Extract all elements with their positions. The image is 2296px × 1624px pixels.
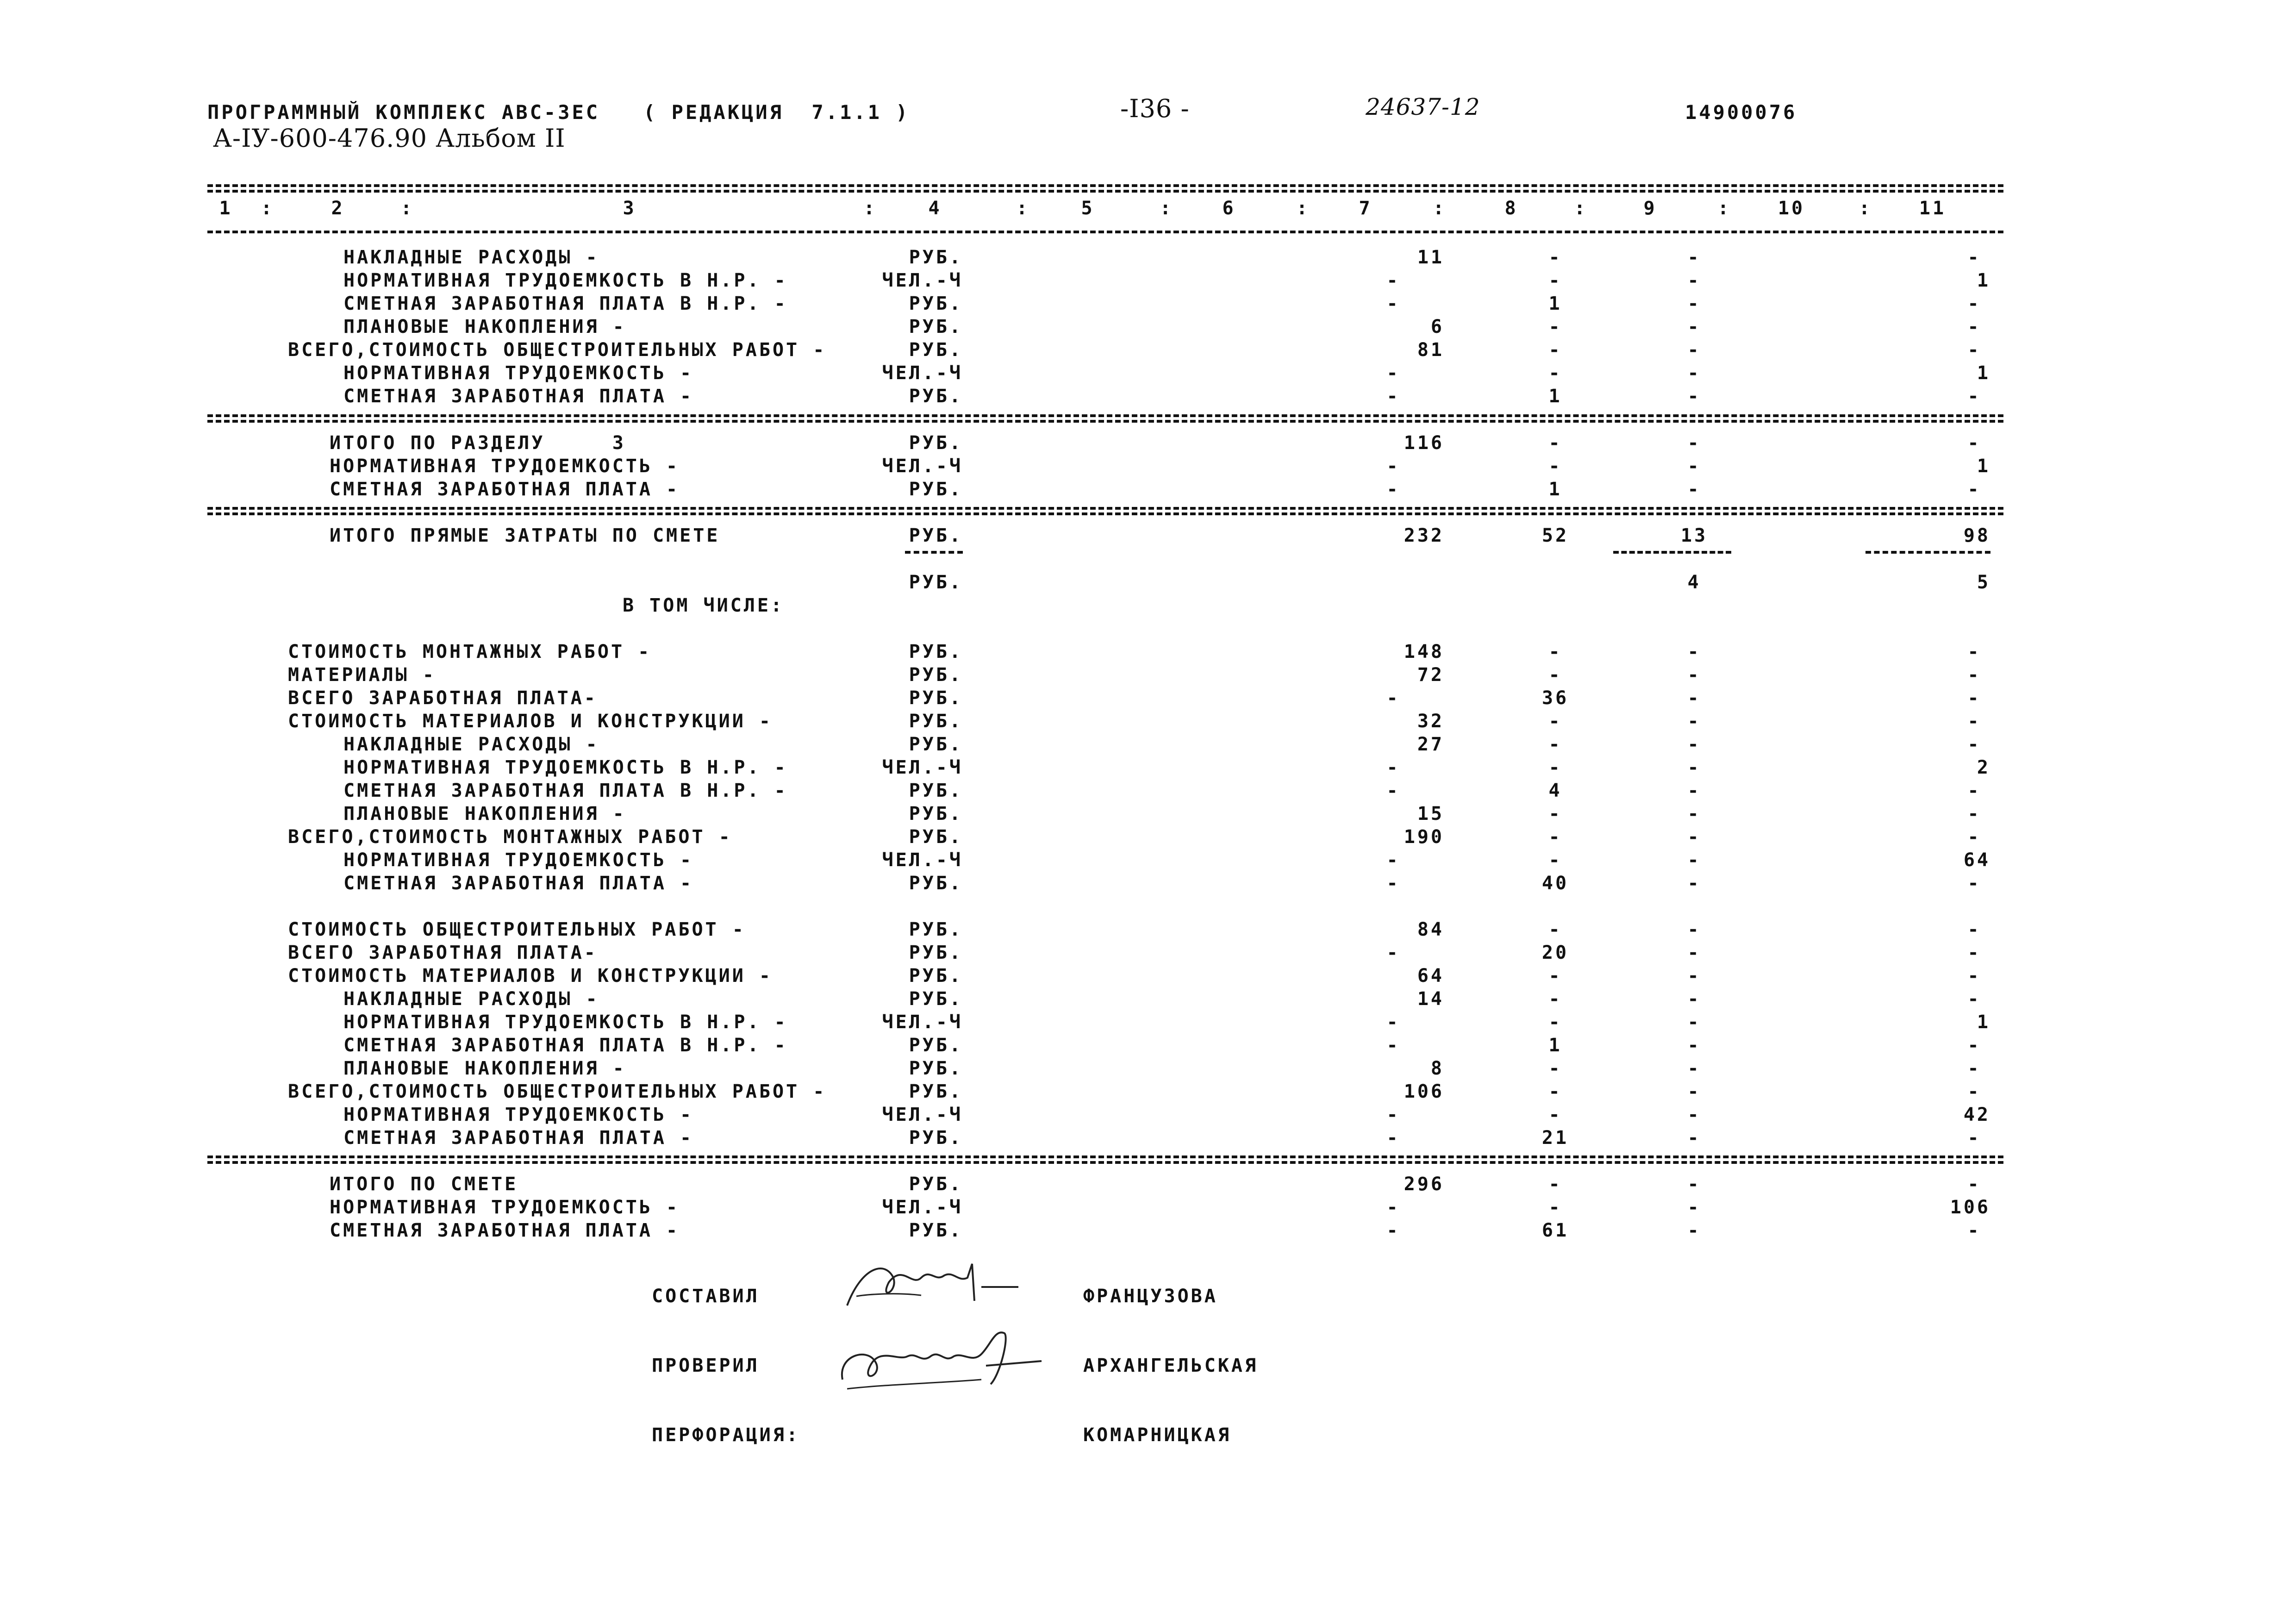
column-number: 6: [1222, 198, 1236, 219]
cell-col8: -: [1548, 339, 1562, 361]
column-number: 10: [1778, 198, 1805, 219]
rule-section-3b: [207, 1161, 2003, 1166]
row-unit: РУБ.: [909, 873, 963, 894]
cell-col11: -: [1967, 965, 1981, 987]
row-label: НОРМАТИВНАЯ ТРУДОЕМКОСТЬ -: [343, 362, 694, 384]
cell-col7: 27: [1417, 734, 1444, 755]
row-label: СМЕТНАЯ ЗАРАБОТНАЯ ПЛАТА В Н.Р. -: [343, 1035, 788, 1056]
cell-col9: -: [1687, 1220, 1701, 1241]
cell-col8: 1: [1548, 1035, 1562, 1056]
row-unit: ЧЕЛ.-Ч: [882, 1012, 963, 1033]
row-unit: ЧЕЛ.-Ч: [882, 1197, 963, 1218]
row-label: СМЕТНАЯ ЗАРАБОТНАЯ ПЛАТА -: [343, 873, 694, 894]
row-unit: РУБ.: [909, 664, 963, 686]
signature-name: АРХАНГЕЛЬСКАЯ: [1083, 1355, 1259, 1376]
row-label: ПЛАНОВЫЕ НАКОПЛЕНИЯ -: [343, 316, 626, 337]
cell-col9: -: [1687, 432, 1701, 454]
row-unit: РУБ.: [909, 1081, 963, 1102]
column-separator: :: [1717, 198, 1731, 219]
cell-col7: -: [1386, 873, 1400, 894]
cell-col8: -: [1548, 734, 1562, 755]
cell-col7: 11: [1417, 247, 1444, 268]
cell-col8: 1: [1548, 293, 1562, 314]
cell-col11: -: [1967, 1127, 1981, 1149]
row-label: НОРМАТИВНАЯ ТРУДОЕМКОСТЬ В Н.Р. -: [343, 757, 788, 778]
cell-col7: 8: [1430, 1058, 1444, 1079]
row-unit: РУБ.: [909, 1174, 963, 1195]
cell-col7: 296: [1404, 1174, 1444, 1195]
underline-col9: [1613, 551, 1731, 554]
cell-col11: -: [1967, 919, 1981, 940]
row-unit: РУБ.: [909, 641, 963, 662]
cell-col7: -: [1386, 1012, 1400, 1033]
row-unit: ЧЕЛ.-Ч: [882, 1104, 963, 1125]
cell-col11: -: [1967, 386, 1981, 407]
cell-col8: -: [1548, 270, 1562, 291]
document-number: 14900076: [1685, 101, 1797, 124]
cell-col9: -: [1687, 873, 1701, 894]
program-name: ПРОГРАММНЫЙ КОМПЛЕКС АВС-3ЕС: [207, 101, 600, 124]
cell-col11: -: [1967, 247, 1981, 268]
cell-col9: -: [1687, 780, 1701, 801]
row-label: МАТЕРИАЛЫ -: [288, 664, 436, 686]
cell-col9: -: [1687, 849, 1701, 871]
row-unit: РУБ.: [909, 386, 963, 407]
column-number: 4: [928, 198, 942, 219]
cell-col9: -: [1687, 757, 1701, 778]
signature-name: ФРАНЦУЗОВА: [1083, 1286, 1218, 1307]
rule-section-2: [207, 507, 2003, 512]
row-label: ИТОГО ПО СМЕТЕ: [330, 1174, 518, 1195]
rule-top: [207, 184, 2003, 189]
row-label: СТОИМОСТЬ МОНТАЖНЫХ РАБОТ -: [288, 641, 652, 662]
column-number: 8: [1504, 198, 1518, 219]
cell-col11: -: [1967, 316, 1981, 337]
signature-role: СОСТАВИЛ: [652, 1286, 760, 1307]
cell-col7: -: [1386, 270, 1400, 291]
row-label: ВСЕГО,СТОИМОСТЬ ОБЩЕСТРОИТЕЛЬНЫХ РАБОТ -: [288, 1081, 827, 1102]
cell-col8: -: [1548, 247, 1562, 268]
column-number: 9: [1643, 198, 1657, 219]
row-unit: ЧЕЛ.-Ч: [882, 849, 963, 871]
row-unit: ЧЕЛ.-Ч: [882, 757, 963, 778]
row-unit: РУБ.: [909, 1127, 963, 1149]
column-separator: :: [400, 198, 414, 219]
row-unit: РУБ.: [909, 734, 963, 755]
row-unit: РУБ.: [909, 780, 963, 801]
cell-col7: 148: [1404, 641, 1444, 662]
cell-col8: -: [1548, 432, 1562, 454]
row-label: НАКЛАДНЫЕ РАСХОДЫ -: [343, 247, 599, 268]
cell-col9: -: [1687, 270, 1701, 291]
column-separator: :: [863, 198, 877, 219]
row-label: ПЛАНОВЫЕ НАКОПЛЕНИЯ -: [343, 1058, 626, 1079]
cell-col8: -: [1548, 1174, 1562, 1195]
row-unit: ЧЕЛ.-Ч: [882, 270, 963, 291]
cell-col8: -: [1548, 757, 1562, 778]
column-number: 3: [623, 198, 636, 219]
cell-col7: 64: [1417, 965, 1444, 987]
cell-col11: 1: [1977, 1012, 1990, 1033]
cell-col11: -: [1967, 780, 1981, 801]
cell-col9: -: [1687, 316, 1701, 337]
cell-col9: 4: [1687, 572, 1701, 593]
cell-col7: 190: [1404, 826, 1444, 848]
cell-col8: -: [1548, 1197, 1562, 1218]
row-label: НОРМАТИВНАЯ ТРУДОЕМКОСТЬ -: [343, 1104, 694, 1125]
cell-col8: 40: [1541, 873, 1569, 894]
cell-col7: 6: [1430, 316, 1444, 337]
rule-section-1b: [207, 420, 2003, 425]
rule-section-1: [207, 414, 2003, 419]
cell-col7: 116: [1404, 432, 1444, 454]
row-label: ПЛАНОВЫЕ НАКОПЛЕНИЯ -: [343, 803, 626, 824]
cell-col9: -: [1687, 1081, 1701, 1102]
cell-col8: 1: [1548, 386, 1562, 407]
column-separator: :: [1296, 198, 1310, 219]
column-number: 11: [1919, 198, 1947, 219]
column-number: 5: [1081, 198, 1095, 219]
row-label: НОРМАТИВНАЯ ТРУДОЕМКОСТЬ В Н.Р. -: [343, 1012, 788, 1033]
cell-col8: -: [1548, 456, 1562, 477]
row-unit: РУБ.: [909, 525, 963, 546]
row-unit: РУБ.: [909, 1035, 963, 1056]
cell-col9: -: [1687, 362, 1701, 384]
underline-unit: [905, 551, 963, 554]
row-unit: РУБ.: [909, 293, 963, 314]
cell-col11: -: [1967, 479, 1981, 500]
row-label: СМЕТНАЯ ЗАРАБОТНАЯ ПЛАТА -: [343, 1127, 694, 1149]
album-title: А-IУ-600-476.90 Альбом II: [213, 124, 566, 153]
cell-col11: -: [1967, 1081, 1981, 1102]
cell-col11: -: [1967, 942, 1981, 963]
column-number: 2: [331, 198, 345, 219]
cell-col8: -: [1548, 664, 1562, 686]
cell-col8: 21: [1541, 1127, 1569, 1149]
column-separator: :: [1160, 198, 1173, 219]
signature-role: ПЕРФОРАЦИЯ:: [652, 1424, 800, 1446]
cell-col11: -: [1967, 734, 1981, 755]
cell-col11: 1: [1977, 270, 1990, 291]
row-label: ВСЕГО,СТОИМОСТЬ ОБЩЕСТРОИТЕЛЬНЫХ РАБОТ -: [288, 339, 827, 361]
cell-col7: -: [1386, 1197, 1400, 1218]
cell-col8: -: [1548, 1058, 1562, 1079]
cell-col9: -: [1687, 641, 1701, 662]
cell-col9: -: [1687, 1197, 1701, 1218]
cell-col11: 42: [1963, 1104, 1990, 1125]
row-label: СМЕТНАЯ ЗАРАБОТНАЯ ПЛАТА -: [330, 479, 680, 500]
cell-col11: 98: [1963, 525, 1990, 546]
cell-col8: 61: [1541, 1220, 1569, 1241]
row-label: ВСЕГО,СТОИМОСТЬ МОНТАЖНЫХ РАБОТ -: [288, 826, 732, 848]
cell-col11: -: [1967, 432, 1981, 454]
row-unit: РУБ.: [909, 1220, 963, 1241]
row-label: ВСЕГО ЗАРАБОТНАЯ ПЛАТА-: [288, 942, 598, 963]
rule-top-2: [207, 190, 2003, 194]
row-label: НОРМАТИВНАЯ ТРУДОЕМКОСТЬ -: [330, 456, 680, 477]
cell-col11: 64: [1963, 849, 1990, 871]
rule-section-3: [207, 1156, 2003, 1160]
cell-col7: -: [1386, 1220, 1400, 1241]
cell-col11: -: [1967, 803, 1981, 824]
cell-col7: 81: [1417, 339, 1444, 361]
cell-col8: 1: [1548, 479, 1562, 500]
row-unit: РУБ.: [909, 965, 963, 987]
cell-col11: -: [1967, 1174, 1981, 1195]
cell-col7: 72: [1417, 664, 1444, 686]
row-label: СТОИМОСТЬ МАТЕРИАЛОВ И КОНСТРУКЦИИ -: [288, 711, 773, 732]
signature-drawing-1: [842, 1250, 1028, 1319]
cell-col9: -: [1687, 826, 1701, 848]
cell-col9: -: [1687, 1127, 1701, 1149]
cell-col9: -: [1687, 988, 1701, 1010]
cell-col7: 232: [1404, 525, 1444, 546]
column-number: 1: [219, 198, 233, 219]
row-label: В ТОМ ЧИСЛЕ:: [623, 595, 784, 616]
cell-col8: -: [1548, 1104, 1562, 1125]
cell-col11: 5: [1977, 572, 1990, 593]
row-unit: РУБ.: [909, 316, 963, 337]
cell-col9: -: [1687, 711, 1701, 732]
cell-col7: -: [1386, 386, 1400, 407]
column-separator: :: [1574, 198, 1588, 219]
cell-col9: -: [1687, 386, 1701, 407]
rule-under-header: [207, 231, 2003, 235]
cell-col7: 84: [1417, 919, 1444, 940]
row-unit: РУБ.: [909, 826, 963, 848]
cell-col9: -: [1687, 247, 1701, 268]
cell-col11: -: [1967, 873, 1981, 894]
cell-col7: -: [1386, 479, 1400, 500]
cell-col11: -: [1967, 293, 1981, 314]
row-label: НАКЛАДНЫЕ РАСХОДЫ -: [343, 988, 599, 1010]
cell-col11: -: [1967, 1035, 1981, 1056]
cell-col7: -: [1386, 362, 1400, 384]
cell-col7: 15: [1417, 803, 1444, 824]
row-label: ИТОГО ПРЯМЫЕ ЗАТРАТЫ ПО СМЕТЕ: [330, 525, 720, 546]
row-label: НОРМАТИВНАЯ ТРУДОЕМКОСТЬ В Н.Р. -: [343, 270, 788, 291]
cell-col9: -: [1687, 339, 1701, 361]
signature-role: ПРОВЕРИЛ: [652, 1355, 760, 1376]
cell-col7: -: [1386, 942, 1400, 963]
cell-col7: -: [1386, 293, 1400, 314]
cell-col9: -: [1687, 1035, 1701, 1056]
row-unit: РУБ.: [909, 247, 963, 268]
row-unit: РУБ.: [909, 919, 963, 940]
cell-col7: -: [1386, 780, 1400, 801]
row-label: СМЕТНАЯ ЗАРАБОТНАЯ ПЛАТА В Н.Р. -: [343, 780, 788, 801]
cell-col9: -: [1687, 664, 1701, 686]
cell-col8: -: [1548, 641, 1562, 662]
row-label: СМЕТНАЯ ЗАРАБОТНАЯ ПЛАТА В Н.Р. -: [343, 293, 788, 314]
cell-col9: -: [1687, 479, 1701, 500]
row-label: СТОИМОСТЬ МАТЕРИАЛОВ И КОНСТРУКЦИИ -: [288, 965, 773, 987]
cell-col7: -: [1386, 1104, 1400, 1125]
row-unit: РУБ.: [909, 711, 963, 732]
cell-col11: -: [1967, 826, 1981, 848]
cell-col9: 13: [1680, 525, 1708, 546]
cell-col7: -: [1386, 687, 1400, 709]
cell-col11: -: [1967, 641, 1981, 662]
signature-drawing-2: [833, 1319, 1046, 1398]
cell-col9: -: [1687, 965, 1701, 987]
cell-col8: -: [1548, 849, 1562, 871]
row-unit: РУБ.: [909, 942, 963, 963]
cell-col8: -: [1548, 965, 1562, 987]
row-unit: РУБ.: [909, 988, 963, 1010]
cell-col9: -: [1687, 803, 1701, 824]
cell-col7: -: [1386, 456, 1400, 477]
cell-col8: 36: [1541, 687, 1569, 709]
cell-col7: -: [1386, 1035, 1400, 1056]
cell-col11: 1: [1977, 456, 1990, 477]
column-number: 7: [1359, 198, 1373, 219]
cell-col7: -: [1386, 757, 1400, 778]
row-unit: РУБ.: [909, 479, 963, 500]
cell-col7: -: [1386, 1127, 1400, 1149]
row-unit: РУБ.: [909, 1058, 963, 1079]
row-label: НАКЛАДНЫЕ РАСХОДЫ -: [343, 734, 599, 755]
cell-col9: -: [1687, 687, 1701, 709]
column-separator: :: [1433, 198, 1447, 219]
cell-col11: -: [1967, 664, 1981, 686]
cell-col11: 2: [1977, 757, 1990, 778]
row-label: ИТОГО ПО РАЗДЕЛУ 3: [330, 432, 626, 454]
cell-col11: -: [1967, 988, 1981, 1010]
row-unit: РУБ.: [909, 572, 963, 593]
cell-col8: -: [1548, 1081, 1562, 1102]
cell-col8: -: [1548, 1012, 1562, 1033]
cell-col8: 4: [1548, 780, 1562, 801]
signature-name: КОМАРНИЦКАЯ: [1083, 1424, 1231, 1446]
column-separator: :: [1016, 198, 1030, 219]
cell-col7: 14: [1417, 988, 1444, 1010]
cell-col8: -: [1548, 362, 1562, 384]
cell-col9: -: [1687, 1012, 1701, 1033]
row-label: СТОИМОСТЬ ОБЩЕСТРОИТЕЛЬНЫХ РАБОТ -: [288, 919, 746, 940]
cell-col8: -: [1548, 711, 1562, 732]
cell-col11: 106: [1950, 1197, 1990, 1218]
cell-col8: 52: [1541, 525, 1569, 546]
page-number: -I36 -: [1120, 94, 1190, 123]
edition: ( РЕДАКЦИЯ 7.1.1 ): [643, 101, 910, 124]
column-separator: :: [261, 198, 275, 219]
cell-col9: -: [1687, 1058, 1701, 1079]
cell-col8: -: [1548, 988, 1562, 1010]
row-label: ВСЕГО ЗАРАБОТНАЯ ПЛАТА-: [288, 687, 598, 709]
cell-col9: -: [1687, 456, 1701, 477]
row-label: СМЕТНАЯ ЗАРАБОТНАЯ ПЛАТА -: [330, 1220, 680, 1241]
column-separator: :: [1859, 198, 1872, 219]
row-label: СМЕТНАЯ ЗАРАБОТНАЯ ПЛАТА -: [343, 386, 694, 407]
row-label: НОРМАТИВНАЯ ТРУДОЕМКОСТЬ -: [343, 849, 694, 871]
row-unit: РУБ.: [909, 432, 963, 454]
row-unit: РУБ.: [909, 803, 963, 824]
cell-col11: -: [1967, 1058, 1981, 1079]
cell-col11: -: [1967, 687, 1981, 709]
cell-col9: -: [1687, 734, 1701, 755]
cell-col7: -: [1386, 849, 1400, 871]
cell-col9: -: [1687, 1104, 1701, 1125]
cell-col11: -: [1967, 1220, 1981, 1241]
cell-col9: -: [1687, 1174, 1701, 1195]
cell-col8: -: [1548, 803, 1562, 824]
cell-col11: 1: [1977, 362, 1990, 384]
row-unit: ЧЕЛ.-Ч: [882, 456, 963, 477]
cell-col9: -: [1687, 293, 1701, 314]
row-unit: РУБ.: [909, 339, 963, 361]
cell-col11: -: [1967, 711, 1981, 732]
cell-col8: -: [1548, 826, 1562, 848]
rule-section-2b: [207, 512, 2003, 517]
cell-col8: 20: [1541, 942, 1569, 963]
cell-col8: -: [1548, 316, 1562, 337]
handwritten-code: 24637-12: [1366, 94, 1480, 120]
cell-col9: -: [1687, 919, 1701, 940]
row-unit: РУБ.: [909, 687, 963, 709]
underline-col11: [1866, 551, 1990, 554]
cell-col9: -: [1687, 942, 1701, 963]
cell-col11: -: [1967, 339, 1981, 361]
row-label: НОРМАТИВНАЯ ТРУДОЕМКОСТЬ -: [330, 1197, 680, 1218]
row-unit: ЧЕЛ.-Ч: [882, 362, 963, 384]
cell-col7: 32: [1417, 711, 1444, 732]
cell-col8: -: [1548, 919, 1562, 940]
cell-col7: 106: [1404, 1081, 1444, 1102]
